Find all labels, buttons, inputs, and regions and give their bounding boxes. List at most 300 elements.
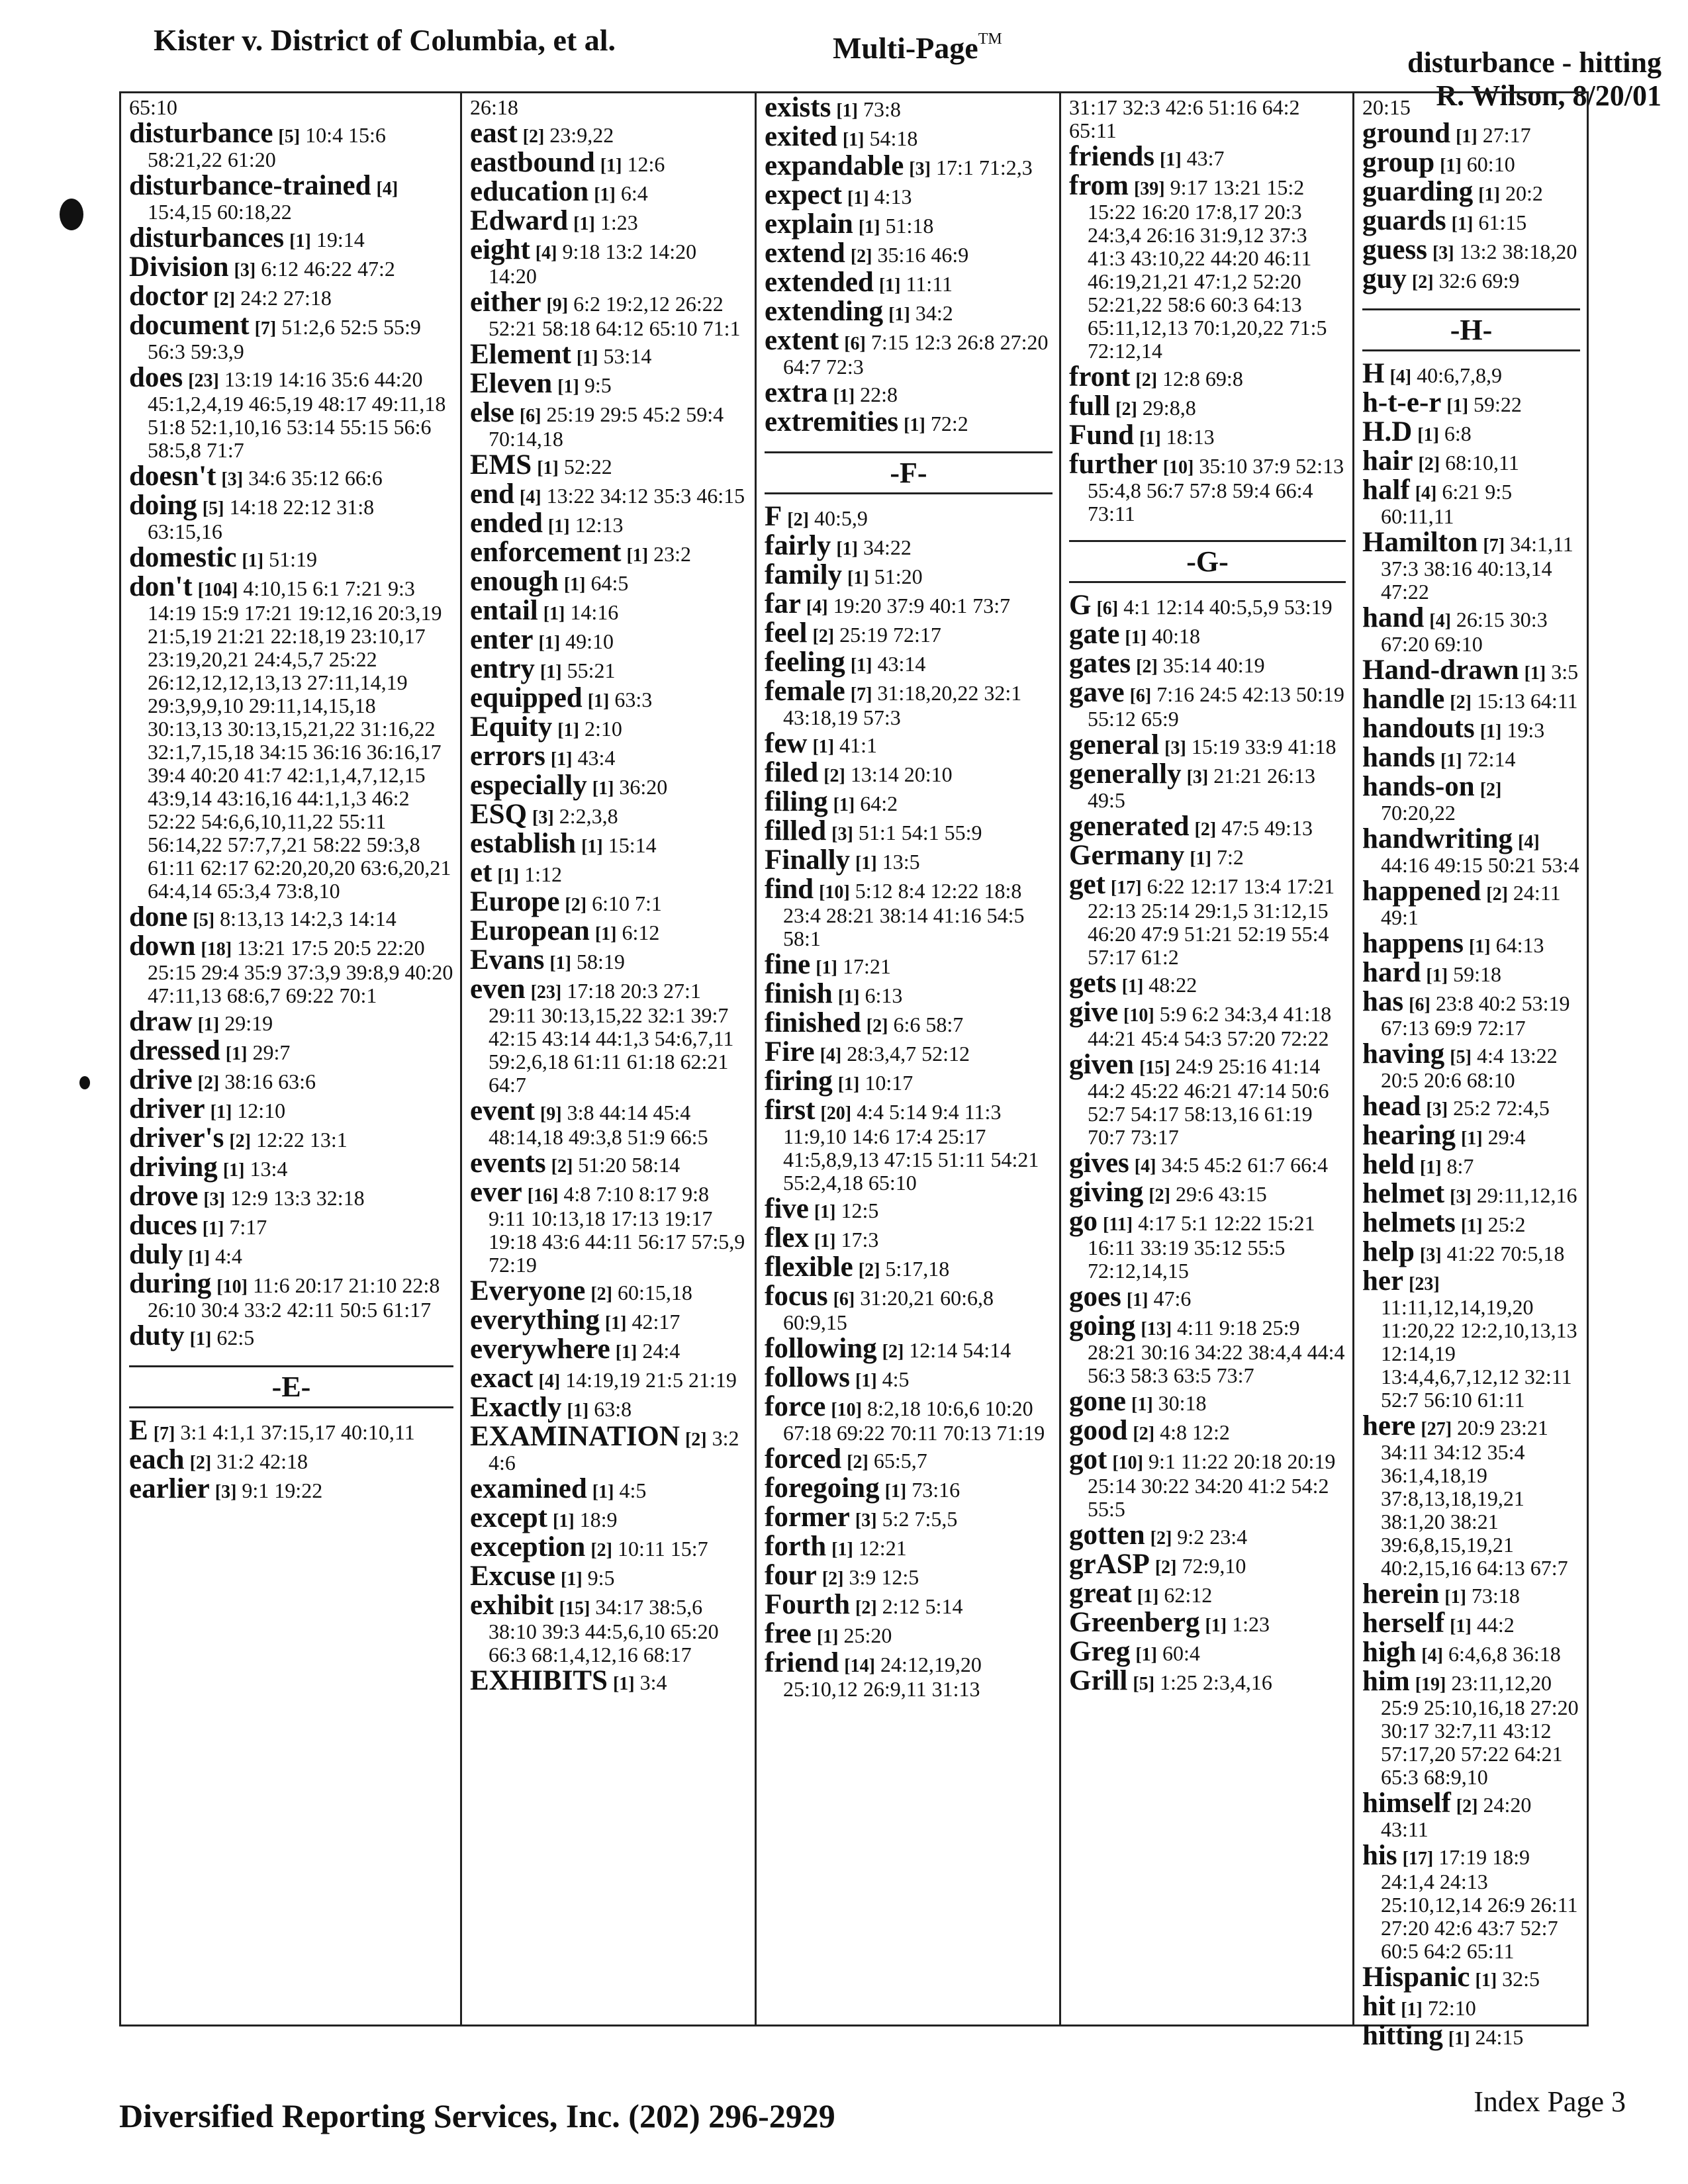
entry-count: [1] xyxy=(855,1371,877,1391)
index-entry xyxy=(1362,771,1580,825)
entry-count: [1] xyxy=(1440,751,1462,771)
entry-word: head xyxy=(1362,1091,1421,1122)
entry-references: 13:14 20:10 xyxy=(850,762,953,786)
index-entry xyxy=(1362,1637,1580,1668)
entry-count: [1] xyxy=(561,1569,583,1590)
entry-references: 34:17 38:5,6 38:10 39:3 44:5,6,10 65:20 66:3 68:1,4,12,16 68:17 xyxy=(489,1595,719,1666)
entry-references: 6:12 xyxy=(622,921,660,944)
entry-references: 29:4 xyxy=(1487,1125,1526,1149)
entry-references: 18:13 xyxy=(1166,425,1215,449)
entry-references: 24:11 49:1 xyxy=(1381,881,1561,929)
entry-word: expandable xyxy=(765,150,904,181)
entry-count: [10] xyxy=(831,1400,862,1420)
entry-word: extremities xyxy=(765,406,899,437)
entry-count: [1] xyxy=(222,1160,245,1181)
index-entry xyxy=(765,949,1053,980)
entry-word: Grill xyxy=(1069,1665,1128,1696)
entry-word: handouts xyxy=(1362,713,1475,744)
section-heading: -H- xyxy=(1362,308,1580,351)
entry-references: 55:21 xyxy=(567,659,616,682)
entry-references: 4:8 7:10 8:17 9:8 9:11 10:13,18 17:13 19:17 19:18 43:6 44:11 56:17 57:5,9 72:19 xyxy=(489,1182,745,1277)
index-entry xyxy=(470,287,748,340)
entry-count: [2] xyxy=(855,1598,877,1618)
entry-word: Germany xyxy=(1069,840,1185,871)
index-entry xyxy=(765,1589,1053,1620)
entry-count: [2] xyxy=(858,1260,880,1281)
index-entry xyxy=(129,1181,453,1212)
entry-count: [16] xyxy=(527,1185,559,1206)
entry-word: hands xyxy=(1362,742,1435,773)
entry-references: 9:18 13:2 14:20 14:20 xyxy=(489,240,697,288)
entry-word: guy xyxy=(1362,263,1407,295)
entry-count: [1] xyxy=(814,1202,836,1222)
entry-word: hands-on xyxy=(1362,771,1475,802)
entry-word: flexible xyxy=(765,1251,853,1283)
entry-references: 23:8 40:2 53:19 67:13 69:9 72:17 xyxy=(1381,991,1570,1040)
entry-references: 9:17 13:21 15:2 15:22 16:20 17:8,17 20:3 24:3,4 26:16 31:9,12 37:3 41:3 43:10,22 44:20 46:11 46:19,21,21 47:1,2 52:20 52:21,22 58:6 60:3 64:13 65:11,12,13 70:1,20,22 71:5 72:12,14 xyxy=(1088,175,1327,363)
entry-word: his xyxy=(1362,1840,1397,1871)
index-entry xyxy=(470,118,748,149)
index-entry xyxy=(470,537,748,568)
entry-word: h-t-e-r xyxy=(1362,387,1442,418)
index-entry xyxy=(765,208,1053,240)
entry-count: [1] xyxy=(1478,185,1500,205)
entry-count: [4] xyxy=(535,243,557,263)
index-entry xyxy=(129,931,453,1007)
index-entry xyxy=(470,566,748,597)
entry-references: 3:2 4:6 xyxy=(489,1426,739,1475)
entry-word: Fund xyxy=(1069,420,1135,451)
index-entry xyxy=(765,1281,1053,1334)
index-entry xyxy=(129,1473,453,1504)
entry-count: [1] xyxy=(1131,1394,1153,1415)
entry-word: eastbound xyxy=(470,147,595,178)
index-entry xyxy=(129,251,453,283)
entry-word: female xyxy=(765,676,845,707)
entry-word: Hispanic xyxy=(1362,1962,1470,1993)
index-entry xyxy=(765,559,1053,590)
entry-word: Element xyxy=(470,339,571,370)
format-name: Multi-Page xyxy=(833,31,978,65)
index-entry xyxy=(1362,1962,1580,1993)
index-entry xyxy=(765,1036,1053,1068)
entry-count: [1] xyxy=(858,217,880,238)
page-number: Index Page 3 xyxy=(1474,2085,1626,2118)
index-entry xyxy=(1069,390,1346,422)
entry-word: get xyxy=(1069,869,1105,900)
entry-word: F xyxy=(765,501,782,532)
entry-word: himself xyxy=(1362,1788,1451,1819)
entry-word: Eleven xyxy=(470,368,553,399)
entry-word: further xyxy=(1069,449,1158,480)
entry-references: 25:2 72:4,5 xyxy=(1453,1096,1550,1120)
entry-word: forth xyxy=(765,1531,827,1562)
entry-word: happens xyxy=(1362,928,1464,959)
entry-count: [1] xyxy=(549,953,571,974)
entry-count: [1] xyxy=(557,720,579,741)
index-entry xyxy=(1362,147,1580,178)
entry-count: [1] xyxy=(210,1102,232,1122)
index-entry xyxy=(1362,602,1580,656)
index-entry xyxy=(765,238,1053,269)
entry-word: disturbances xyxy=(129,222,285,253)
index-entry xyxy=(1362,823,1580,877)
entry-references: 26:15 30:3 67:20 69:10 xyxy=(1381,608,1548,656)
entry-count: [5] xyxy=(202,498,224,519)
entry-count: [1] xyxy=(1460,1216,1483,1236)
entry-word: ESQ xyxy=(470,799,528,830)
entry-count: [6] xyxy=(844,334,866,354)
entry-word: got xyxy=(1069,1444,1107,1475)
index-entry xyxy=(129,281,453,312)
entry-references: 19:20 37:9 40:1 73:7 xyxy=(833,594,1011,617)
entry-word: handwriting xyxy=(1362,823,1513,854)
entry-word: disturbance-trained xyxy=(129,170,371,201)
entry-count: [1] xyxy=(1135,1645,1157,1665)
entry-count: [2] xyxy=(1135,370,1158,390)
index-entry xyxy=(1362,387,1580,418)
entry-count: [6] xyxy=(1096,598,1119,619)
entry-word: generally xyxy=(1069,758,1182,790)
index-entry xyxy=(1362,205,1580,236)
entry-word: either xyxy=(470,287,541,318)
entry-word: him xyxy=(1362,1666,1410,1697)
entry-word: Excuse xyxy=(470,1561,555,1592)
entry-count: [2] xyxy=(590,1540,613,1561)
entry-word: driver xyxy=(129,1093,205,1124)
entry-word: having xyxy=(1362,1038,1445,1069)
section-heading: -F- xyxy=(765,451,1053,494)
entry-count: [6] xyxy=(1129,686,1152,706)
entry-word: down xyxy=(129,931,196,962)
entry-references: 6:22 12:17 13:4 17:21 22:13 25:14 29:1,5 31:12,15 46:20 47:9 51:21 52:19 55:4 57:17 61:2 xyxy=(1088,874,1335,969)
entry-count: [1] xyxy=(543,604,565,624)
index-entry xyxy=(1362,176,1580,207)
entry-count: [10] xyxy=(819,882,850,903)
index-entry xyxy=(470,339,748,370)
entry-word: exited xyxy=(765,121,837,152)
index-entry xyxy=(1362,2020,1580,2051)
entry-word: Fire xyxy=(765,1036,815,1068)
entry-word: her xyxy=(1362,1265,1404,1297)
entry-references: 73:18 xyxy=(1471,1584,1520,1608)
entry-references: 8:7 xyxy=(1446,1154,1474,1178)
entry-references: 34:5 45:2 61:7 66:4 xyxy=(1161,1153,1328,1177)
index-entry xyxy=(470,1392,748,1423)
index-entry xyxy=(765,1193,1053,1224)
entry-count: [5] xyxy=(1450,1047,1472,1068)
entry-references: 34:2 xyxy=(915,301,953,325)
entry-count: [3] xyxy=(1164,738,1186,758)
index-entry xyxy=(470,828,748,859)
entry-count: [1] xyxy=(553,1511,575,1531)
index-column-2 xyxy=(460,93,755,2025)
entry-references: 34:6 35:12 66:6 xyxy=(248,466,383,490)
entry-references: 12:6 xyxy=(627,152,665,176)
entry-references: 73:8 xyxy=(863,97,901,121)
entry-count: [10] xyxy=(1123,1005,1154,1026)
entry-word: general xyxy=(1069,729,1160,760)
entry-word: ever xyxy=(470,1177,522,1208)
index-entry xyxy=(129,362,453,462)
entry-word: handle xyxy=(1362,684,1445,715)
index-entry xyxy=(129,1093,453,1124)
entry-word: force xyxy=(765,1391,826,1422)
entry-word: from xyxy=(1069,170,1129,201)
entry-count: [23] xyxy=(188,371,219,391)
entry-word: family xyxy=(765,559,843,590)
entry-references: 1:23 xyxy=(1232,1612,1270,1636)
entry-references: 8:13,13 14:2,3 14:14 xyxy=(220,907,397,931)
entry-count: [1] xyxy=(1524,663,1546,684)
entry-count: [4] xyxy=(1518,832,1540,852)
section-heading: -G- xyxy=(1069,540,1346,583)
entry-word: Hamilton xyxy=(1362,527,1478,558)
entry-count: [18] xyxy=(201,939,232,960)
index-entry xyxy=(1069,1578,1346,1609)
index-entry xyxy=(765,617,1053,649)
entry-count: [2] xyxy=(1411,272,1434,293)
entry-references: 44:16 49:15 50:21 53:4 xyxy=(1381,853,1579,877)
index-entry xyxy=(1362,986,1580,1040)
entry-references: 68:10,11 xyxy=(1445,451,1519,475)
index-entry xyxy=(1362,416,1580,447)
entry-word: first xyxy=(765,1095,816,1126)
entry-references: 53:14 xyxy=(603,344,652,368)
entry-word: gave xyxy=(1069,677,1125,708)
entry-count: [1] xyxy=(837,1074,860,1095)
entry-count: [2] xyxy=(1456,1796,1478,1817)
index-entry xyxy=(765,588,1053,619)
entry-references: 15:13 64:11 xyxy=(1476,689,1578,713)
entry-count: [1] xyxy=(615,1342,637,1363)
entry-word: hitting xyxy=(1362,2020,1443,2051)
entry-word: high xyxy=(1362,1637,1417,1668)
entry-count: [4] xyxy=(1429,611,1451,631)
index-entry xyxy=(470,397,748,451)
index-entry xyxy=(129,222,453,253)
entry-count: [2] xyxy=(229,1131,251,1152)
index-entry xyxy=(470,741,748,772)
index-column-5 xyxy=(1352,93,1587,2051)
entry-count: [10] xyxy=(1112,1453,1143,1473)
index-entry xyxy=(765,1362,1053,1393)
entry-count: [2] xyxy=(1136,657,1158,677)
entry-word: else xyxy=(470,397,514,428)
entry-references: 13:2 38:18,20 xyxy=(1459,240,1577,263)
entry-count: [1] xyxy=(833,795,855,815)
entry-count: [1] xyxy=(888,304,910,325)
entry-references: 51:20 xyxy=(874,565,923,588)
index-entry xyxy=(129,1239,453,1270)
entry-references: 12:13 xyxy=(575,513,624,537)
index-entry xyxy=(765,296,1053,327)
index-entry xyxy=(470,799,748,830)
entry-count: [3] xyxy=(1432,243,1454,263)
index-entry xyxy=(1362,1038,1580,1092)
entry-references: 1:12 xyxy=(524,862,562,886)
entry-count: [9] xyxy=(539,1104,562,1124)
index-entry xyxy=(1069,1386,1346,1417)
entry-references: 12:14 54:14 xyxy=(909,1338,1011,1362)
entry-references: 10:4 15:6 58:21,22 61:20 xyxy=(148,123,386,171)
entry-count: [1] xyxy=(547,516,570,537)
index-entry xyxy=(470,915,748,946)
entry-word: driver's xyxy=(129,1122,224,1154)
entry-references: 43:4 xyxy=(577,746,616,770)
index-entry xyxy=(1362,1788,1580,1841)
index-entry xyxy=(129,1268,453,1322)
entry-count: [1] xyxy=(587,691,610,711)
entry-references: 60:4 xyxy=(1162,1641,1200,1665)
entry-references: 3:1 4:1,1 37:15,17 40:10,11 xyxy=(180,1420,415,1444)
entry-references: 29:19 xyxy=(224,1011,273,1035)
entry-references: 31:2 42:18 xyxy=(216,1449,308,1473)
index-entry xyxy=(765,1251,1053,1283)
entry-count: [1] xyxy=(1160,150,1182,170)
entry-count: [1] xyxy=(1444,1587,1466,1608)
entry-word: helmet xyxy=(1362,1178,1445,1209)
entry-count: [39] xyxy=(1133,179,1165,199)
entry-word: events xyxy=(470,1148,546,1179)
index-entry xyxy=(1069,729,1346,760)
index-entry xyxy=(765,267,1053,298)
entry-word: foregoing xyxy=(765,1473,880,1504)
entry-references: 24:4 xyxy=(642,1339,680,1363)
entry-references: 43:14 xyxy=(877,652,926,676)
entry-references: 40:5,9 xyxy=(814,506,868,530)
entry-count: [1] xyxy=(563,574,586,595)
entry-count: [1] xyxy=(225,1044,248,1064)
index-entry xyxy=(129,1320,453,1351)
entry-references: 5:12 8:4 12:22 18:8 23:4 28:21 38:14 41:16 54:5 58:1 xyxy=(783,879,1025,950)
entry-references: 29:8,8 xyxy=(1142,396,1196,420)
entry-count: [1] xyxy=(836,101,858,121)
entry-word: Hand-drawn xyxy=(1362,655,1519,686)
entry-references: 4:10,15 6:1 7:21 9:3 14:19 15:9 17:21 19:12,16 20:3,19 21:5,19 21:21 22:18,19 23:10,17 23:19,20,21 24:4,5,7 25:22 26:12,12,12,13,13 27:11,14,19 29:3,9,9,10 29:11,14,15,18 30:13,13 30:13,15,21,22 31:16,22 32:1,7,15,18 34:15 36:16 36:16,17 39:4 40:20 41:7 42:1,1,4,7,12,15 43:9,14 43:16,16 44:1,1,3 46:2 52:22 54:6,6,10,11,22 55:11 56:14,22 57:7,7,21 58:22 59:3,8 61:11 62:17 62:20,20,20 63:6,20,21 64:4,14 65:3,4 73:8,10 xyxy=(148,576,451,903)
entry-count: [4] xyxy=(1421,1645,1443,1666)
entry-word: G xyxy=(1069,590,1092,621)
entry-references: 25:2 xyxy=(1487,1212,1526,1236)
entry-count: [1] xyxy=(1451,214,1474,234)
entry-references: 5:9 6:2 34:3,4 41:18 44:21 45:4 54:3 57:20 72:22 xyxy=(1088,1002,1332,1050)
entry-references: 72:14 xyxy=(1467,747,1516,771)
entry-references: 13:4 xyxy=(250,1157,288,1181)
entry-count: [1] xyxy=(816,1627,839,1647)
entry-word: five xyxy=(765,1193,809,1224)
index-entry xyxy=(1069,1520,1346,1551)
index-entry xyxy=(1069,1636,1346,1667)
entry-word: gates xyxy=(1069,648,1131,679)
entry-references: 20:2 xyxy=(1505,181,1543,205)
entry-references: 34:1,11 37:3 38:16 40:13,14 47:22 xyxy=(1381,532,1573,604)
entry-word: feeling xyxy=(765,647,845,678)
entry-word: filed xyxy=(765,757,819,788)
entry-word: held xyxy=(1362,1149,1415,1180)
entry-count: [2] xyxy=(1486,884,1508,905)
entry-references: 9:2 23:4 xyxy=(1177,1525,1248,1549)
index-entry xyxy=(765,676,1053,729)
entry-count: [2] xyxy=(850,246,872,267)
entry-count: [2] xyxy=(823,766,845,786)
entry-count: [1] xyxy=(1446,396,1469,416)
index-entry xyxy=(1362,445,1580,477)
entry-count: [2] xyxy=(1150,1528,1172,1549)
entry-word: each xyxy=(129,1444,185,1475)
entry-references: 62:12 xyxy=(1164,1583,1213,1607)
index-entry xyxy=(1069,1415,1346,1446)
entry-word: dressed xyxy=(129,1035,220,1066)
entry-word: gone xyxy=(1069,1386,1126,1417)
entry-word: full xyxy=(1069,390,1111,422)
entry-count: [1] xyxy=(189,1329,212,1349)
entry-references: 51:19 xyxy=(269,547,317,571)
entry-word: Everyone xyxy=(470,1275,586,1306)
entry-word: establish xyxy=(470,828,577,859)
index-entry xyxy=(1069,869,1346,969)
entry-word: goes xyxy=(1069,1281,1121,1312)
entry-references: 4:8 12:2 xyxy=(1160,1420,1230,1444)
entry-word: herein xyxy=(1362,1578,1440,1610)
index-entry xyxy=(470,974,748,1097)
entry-references: 63:8 xyxy=(594,1397,632,1421)
entry-word: front xyxy=(1069,361,1131,392)
entry-references: 47:5 49:13 xyxy=(1221,816,1313,840)
entry-word: going xyxy=(1069,1310,1136,1342)
entry-word: follows xyxy=(765,1362,850,1393)
entry-count: [11] xyxy=(1103,1214,1133,1235)
entry-count: [7] xyxy=(1483,535,1505,556)
entry-references: 54:18 xyxy=(869,126,918,150)
entry-count: [14] xyxy=(844,1656,875,1676)
entry-references: 36:20 xyxy=(619,775,668,799)
entry-word: everything xyxy=(470,1304,600,1336)
entry-references: 59:18 xyxy=(1453,962,1501,986)
index-entry xyxy=(1362,1666,1580,1789)
entry-references: 48:22 xyxy=(1149,973,1197,997)
entry-references: 12:22 13:1 xyxy=(256,1128,348,1152)
entry-references: 11:11,12,14,19,20 11:20,22 12:2,10,13,13 12:14,19 13:4,4,6,7,12,12 32:11 52:7 56:10 61:11 xyxy=(1381,1295,1577,1412)
entry-references: 20:9 23:21 34:11 34:12 35:4 36:1,4,18,19 37:8,13,18,19,21 38:1,20 38:21 39:6,8,15,19,21 40:2,15,16 64:13 67:7 xyxy=(1381,1416,1568,1580)
index-entry xyxy=(470,886,748,917)
entry-word: Greg xyxy=(1069,1636,1131,1667)
entry-word: good xyxy=(1069,1415,1128,1446)
entry-references: 40:18 xyxy=(1152,624,1200,648)
entry-references: 23:9,22 xyxy=(549,123,614,147)
entry-count: [1] xyxy=(1125,627,1147,648)
index-entry xyxy=(129,542,453,573)
entry-references: 15:4,15 60:18,22 xyxy=(148,200,292,224)
entry-word: here xyxy=(1362,1410,1416,1441)
index-entry xyxy=(1362,1178,1580,1209)
entry-count: [2] xyxy=(522,126,545,147)
entry-references: 49:10 xyxy=(565,629,614,653)
index-entry xyxy=(1069,677,1346,731)
entry-count: [1] xyxy=(836,539,858,559)
entry-count: [1] xyxy=(539,662,562,682)
entry-word: hard xyxy=(1362,957,1421,988)
index-frame xyxy=(119,91,1589,2051)
entry-count: [4] xyxy=(519,487,541,508)
index-entry xyxy=(470,176,748,207)
entry-references: 38:16 63:6 xyxy=(224,1069,316,1093)
entry-count: [1] xyxy=(197,1015,220,1035)
entry-count: [7] xyxy=(254,318,277,339)
entry-references: 43:7 xyxy=(1186,146,1225,170)
entry-count: [3] xyxy=(234,260,256,281)
index-entry xyxy=(129,571,453,903)
entry-references: 25:19 29:5 45:2 59:4 70:14,18 xyxy=(489,402,724,451)
